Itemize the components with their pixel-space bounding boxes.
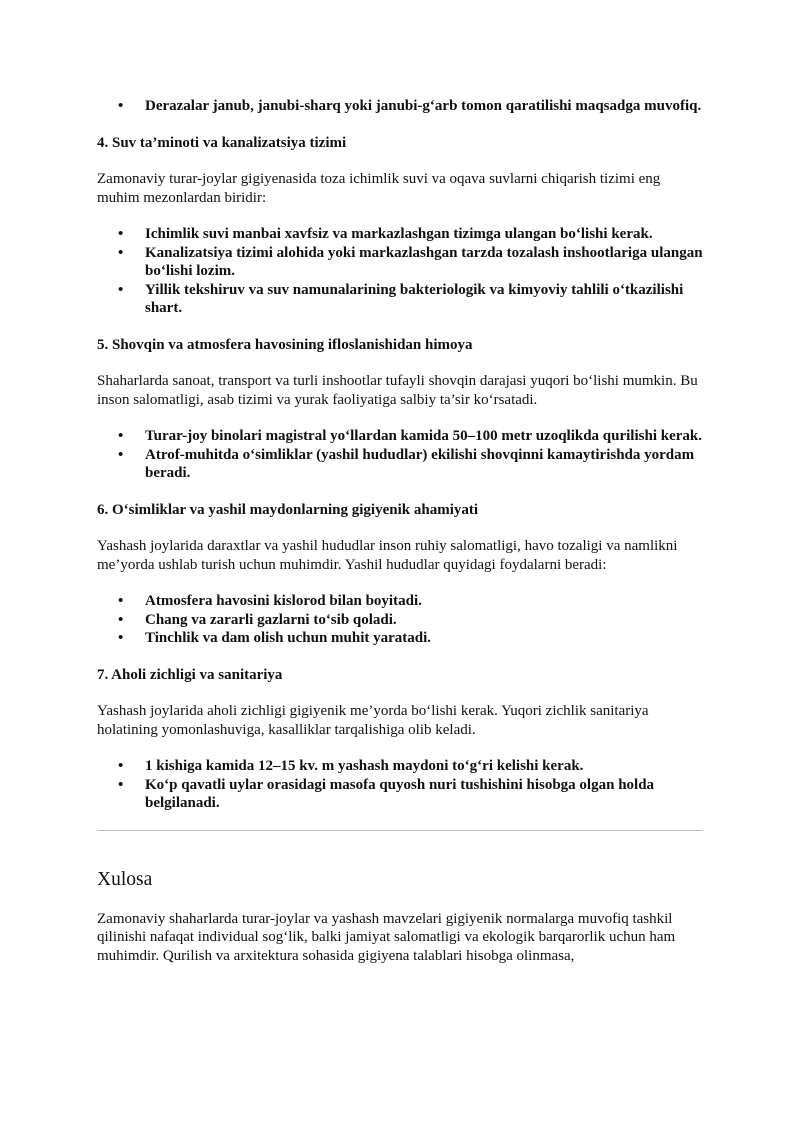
bullet-item: • Atrof-muhitda o‘simliklar (yashil hududlar) ekilishi shovqinni kamaytirishda yordam beradi.: [145, 446, 703, 483]
section-bullet-list: [97, 427, 703, 483]
bullet-item: • Tinchlik va dam olish uchun muhit yaratadi.: [145, 629, 703, 648]
section-paragraph: Zamonaviy turar-joylar gigiyenasida toza ichimlik suvi va oqava suvlarni chiqarish tizimi eng muhim mezonlardan biridir:: [97, 171, 661, 206]
bullet-item: • Atmosfera havosini kislorod bilan boyitadi.: [145, 592, 703, 611]
section-bullet-list: [97, 757, 703, 813]
section-paragraph: Shaharlarda sanoat, transport va turli inshootlar tufayli shovqin darajasi yuqori bo‘lishi mumkin. Bu inson salomatligi, asab tizimi va yurak faoliyatiga salbiy ta’sir ko‘rsatadi.: [97, 373, 698, 408]
section-heading: 5. Shovqin va atmosfera havosining ifloslanishidan himoya: [97, 336, 473, 353]
section-paragraph: Yashash joylarida daraxtlar va yashil hududlar inson ruhiy salomatligi, havo tozaligi va namlikni me’yorda ushlab turish uchun muhimdir. Yashil hududlar quyidagi foydalarni beradi:: [97, 538, 678, 573]
bullet-item: • Kanalizatsiya tizimi alohida yoki markazlashgan tarzda tozalash inshootlariga ulangan bo‘lishi lozim.: [145, 244, 703, 281]
bullet-item: • 1 kishiga kamida 12–15 kv. m yashash maydoni to‘g‘ri kelishi kerak.: [145, 757, 703, 776]
section-heading: 7. Aholi zichligi va sanitariya: [97, 666, 283, 683]
conclusion-paragraph: Zamonaviy shaharlarda turar-joylar va yashash mavzelari gigiyenik normalarga muvofiq tashkil qilinishi nafaqat individual sog‘lik, balki jamiyat salomatligi va ekologik barqarorlik uchun ham muhimdir. Qurilish va arxitektura sohasida gigiyena talablari hisobga olinmasa,: [97, 910, 676, 964]
bullet-item: • Ko‘p qavatli uylar orasidagi masofa quyosh nuri tushishini hisobga olgan holda belgilanadi.: [145, 776, 703, 813]
section-heading: 4. Suv ta’minoti va kanalizatsiya tizimi: [97, 134, 347, 151]
bullet-item: • Yillik tekshiruv va suv namunalarining bakteriologik va kimyoviy tahlili o‘tkazilishi shart.: [145, 281, 703, 318]
section-heading: 6. O‘simliklar va yashil maydonlarning gigiyenik ahamiyati: [97, 501, 479, 518]
bullet-item: • Derazalar janub, janubi-sharq yoki janubi-g‘arb tomon qaratilishi maqsadga muvofiq.: [145, 97, 703, 116]
top-bullet-list: [97, 97, 703, 116]
bullet-item: • Turar-joy binolari magistral yo‘llardan kamida 50–100 metr uzoqlikda qurilishi kerak.: [145, 427, 703, 446]
bullet-item: • Ichimlik suvi manbai xavfsiz va markazlashgan tizimga ulangan bo‘lishi kerak.: [145, 225, 703, 244]
conclusion-heading: Xulosa: [97, 868, 153, 890]
bullet-item: • Chang va zararli gazlarni to‘sib qoladi.: [145, 611, 703, 630]
section-bullet-list: [97, 592, 703, 648]
section-paragraph: Yashash joylarida aholi zichligi gigiyenik me’yorda bo‘lishi kerak. Yuqori zichlik sanitariya holatining yomonlashuviga, kasalliklar tarqalishiga olib keladi.: [97, 703, 649, 738]
section-bullet-list: [97, 225, 703, 318]
